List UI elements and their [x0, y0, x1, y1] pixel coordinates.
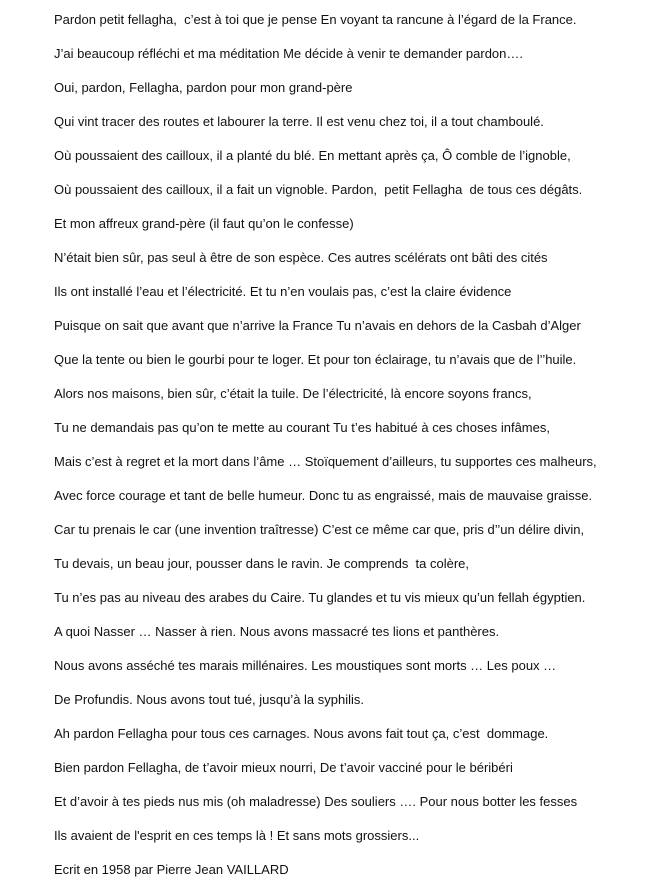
text-line: Que la tente ou bien le gourbi pour te loger. Et pour ton éclairage, tu n’avais que de l’’huile. [54, 352, 577, 367]
text-line: J’ai beaucoup réfléchi et ma méditation Me décide à venir te demander pardon…. [54, 46, 523, 61]
text-line: A quoi Nasser … Nasser à rien. Nous avons massacré tes lions et panthères. [54, 624, 500, 639]
text-line: Ah pardon Fellagha pour tous ces carnages. Nous avons fait tout ça, c’est dommage. [54, 726, 549, 741]
poem-text [54, 10, 664, 894]
text-line: Où poussaient des cailloux, il a planté du blé. En mettant après ça, Ô comble de l’ignoble, [54, 148, 571, 163]
text-line: Oui, pardon, Fellagha, pardon pour mon grand-père [54, 80, 353, 95]
text-line: Alors nos maisons, bien sûr, c’était la tuile. De l’électricité, là encore soyons francs, [54, 386, 532, 401]
text-line: Bien pardon Fellagha, de t’avoir mieux nourri, De t’avoir vacciné pour le béribéri [54, 760, 513, 775]
text-line: Ils ont installé l’eau et l’électricité. Et tu n’en voulais pas, c’est la claire évidence [54, 284, 512, 299]
text-line: Mais c’est à regret et la mort dans l’âme … Stoïquement d’ailleurs, tu supportes ces malheurs, [54, 454, 597, 469]
text-line: N’était bien sûr, pas seul à être de son espèce. Ces autres scélérats ont bâti des cités [54, 250, 548, 265]
text-line: Qui vint tracer des routes et labourer la terre. Il est venu chez toi, il a tout chamboulé. [54, 114, 544, 129]
text-line: Où poussaient des cailloux, il a fait un vignoble. Pardon, petit Fellagha de tous ces dégâts. [54, 182, 583, 197]
text-line: Et d’avoir à tes pieds nus mis (oh maladresse) Des souliers …. Pour nous botter les fesses [54, 794, 578, 809]
text-line: Puisque on sait que avant que n’arrive la France Tu n’avais en dehors de la Casbah d’Alger [54, 318, 581, 333]
text-line: Car tu prenais le car (une invention traîtresse) C’est ce même car que, pris d’’un délire divin, [54, 522, 585, 537]
text-line: Tu ne demandais pas qu’on te mette au courant Tu t’es habitué à ces choses infâmes, [54, 420, 550, 435]
text-line: Tu devais, un beau jour, pousser dans le ravin. Je comprends ta colère, [54, 556, 470, 571]
text-line: Nous avons asséché tes marais millénaires. Les moustiques sont morts … Les poux … [54, 658, 557, 673]
text-line: Pardon petit fellagha, c’est à toi que je pense En voyant ta rancune à l’égard de la France. [54, 12, 577, 27]
text-line: Avec force courage et tant de belle humeur. Donc tu as engraissé, mais de mauvaise graisse. [54, 488, 593, 503]
text-line: Et mon affreux grand-père (il faut qu’on le confesse) [54, 216, 354, 231]
text-line: De Profundis. Nous avons tout tué, jusqu’à la syphilis. [54, 692, 365, 707]
text-line: Ils avaient de l'esprit en ces temps là ! Et sans mots grossiers... [54, 828, 420, 843]
signature-line: Ecrit en 1958 par Pierre Jean VAILLARD [54, 862, 289, 877]
text-line: Tu n’es pas au niveau des arabes du Caire. Tu glandes et tu vis mieux qu’un fellah égyptien. [54, 590, 586, 605]
